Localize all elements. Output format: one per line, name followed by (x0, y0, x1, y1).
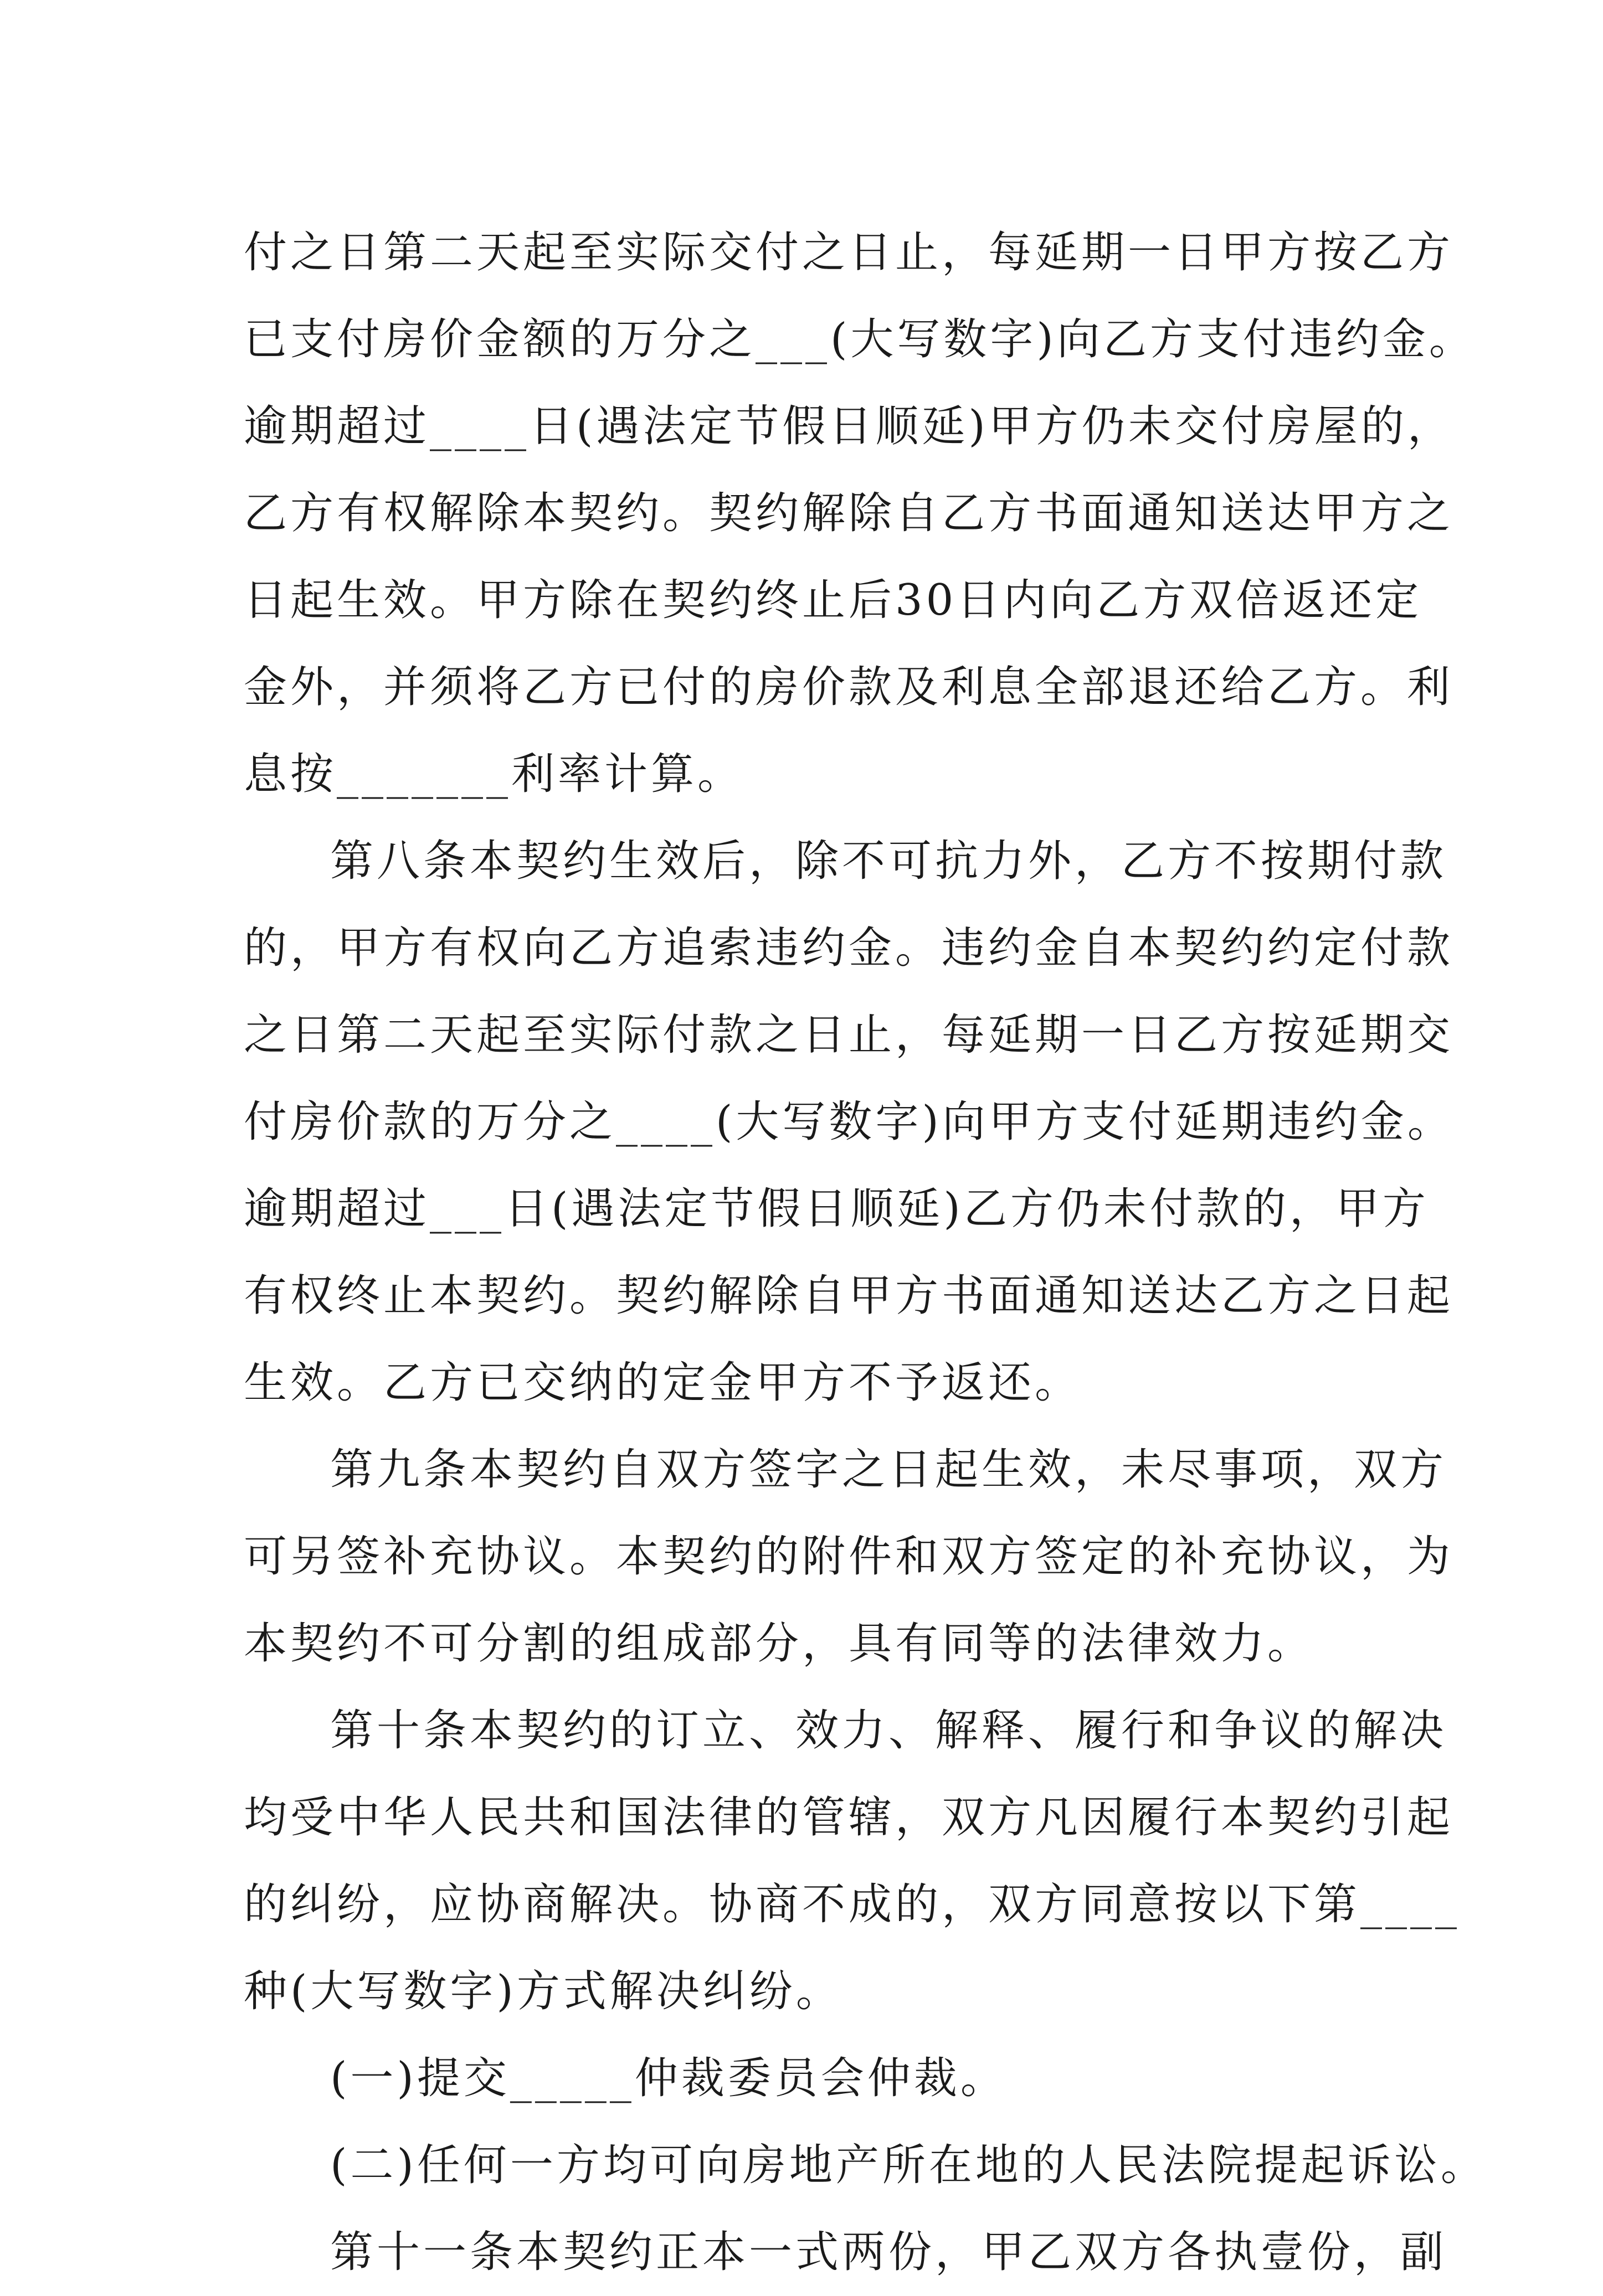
text-line: 有权终止本契约。契约解除自甲方书面通知送达乙方之日起 (244, 1271, 1454, 1321)
text-line: (一)提交_____仲裁委员会仲裁。 (330, 2053, 1007, 2103)
paragraph-option-litigation (244, 2122, 1487, 2209)
text-line: 第九条本契约自双方签字之日起生效，未尽事项，双方 (330, 1445, 1447, 1495)
text-line: 均受中华人民共和国法律的管辖，双方凡因履行本契约引起 (244, 1793, 1454, 1842)
paragraph-article-8 (244, 818, 1454, 1427)
text-line: 第十条本契约的订立、效力、解释、履行和争议的解决 (330, 1706, 1447, 1756)
text-line: 已支付房价金额的万分之___(大写数字)向乙方支付违约金。 (244, 315, 1476, 364)
text-line: 乙方有权解除本契约。契约解除自乙方书面通知送达甲方之 (244, 488, 1454, 538)
paragraph-late-delivery-penalty (244, 209, 1476, 818)
text-line: 的，甲方有权向乙方追索违约金。违约金自本契约约定付款 (244, 923, 1454, 973)
text-line: 的纠纷，应协商解决。协商不成的，双方同意按以下第____ (244, 1880, 1461, 1929)
text-line: 金外，并须将乙方已付的房价款及利息全部退还给乙方。利 (244, 662, 1454, 712)
text-line: 付之日第二天起至实际交付之日止，每延期一日甲方按乙方 (244, 228, 1454, 277)
text-line: 可另签补充协议。本契约的附件和双方签定的补充协议，为 (244, 1532, 1454, 1582)
text-line: 之日第二天起至实际付款之日止，每延期一日乙方按延期交 (244, 1010, 1454, 1060)
text-line: 生效。乙方已交纳的定金甲方不予返还。 (244, 1358, 1082, 1408)
text-line: 第十一条本契约正本一式两份，甲乙双方各执壹份，副 (330, 2227, 1447, 2277)
text-line: 逾期超过___日(遇法定节假日顺延)乙方仍未付款的，甲方 (244, 1184, 1429, 1234)
text-line: 第八条本契约生效后，除不可抗力外，乙方不按期付款 (330, 836, 1447, 886)
paragraph-option-arbitration (244, 2035, 1374, 2122)
text-line: 逾期超过____日(遇法定节假日顺延)甲方仍未交付房屋的， (244, 401, 1454, 451)
paragraph-article-9 (244, 1427, 1454, 1687)
paragraph-article-11 (244, 2209, 1447, 2296)
document-body (244, 209, 1487, 2296)
text-line: 本契约不可分割的组成部分，具有同等的法律效力。 (244, 1619, 1314, 1669)
paragraph-article-10 (244, 1687, 1461, 2035)
text-line: 息按_______利率计算。 (244, 749, 744, 799)
text-line: (二)任何一方均可向房地产所在地的人民法院提起诉讼。 (330, 2140, 1487, 2190)
text-line: 种(大写数字)方式解决纠纷。 (244, 1966, 842, 2016)
text-line: 付房价款的万分之____(大写数字)向甲方支付延期违约金。 (244, 1097, 1454, 1147)
text-line: 日起生效。甲方除在契约终止后30日内向乙方双倍返还定 (244, 575, 1422, 625)
